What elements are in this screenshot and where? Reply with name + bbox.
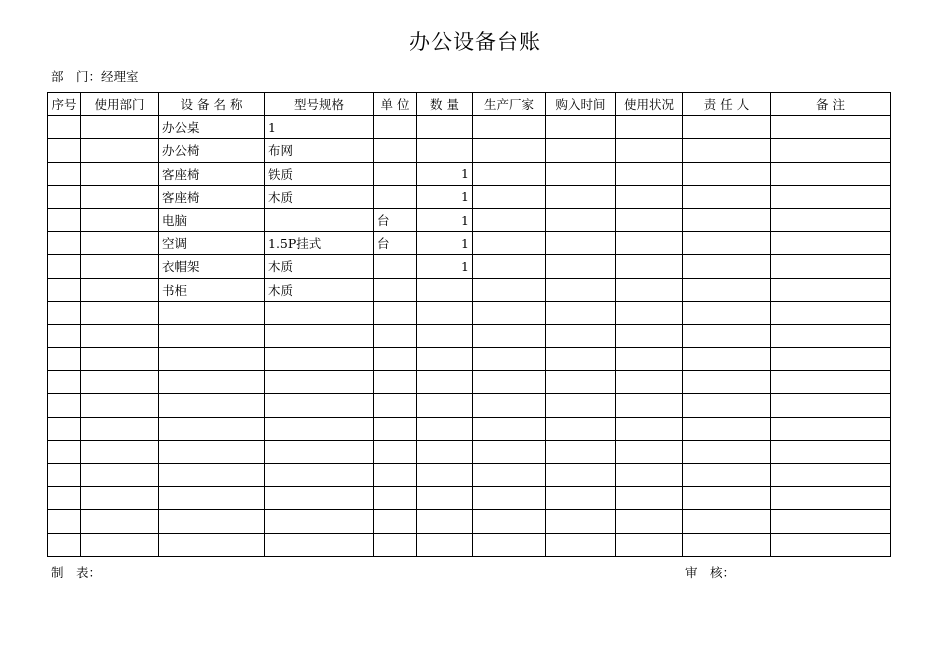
cell-purchase-date[interactable] <box>546 162 616 185</box>
cell-unit[interactable] <box>374 417 417 440</box>
cell-unit[interactable] <box>374 185 417 208</box>
cell-remarks[interactable] <box>771 348 891 371</box>
table-row <box>48 440 891 463</box>
cell-department[interactable] <box>81 371 159 394</box>
cell-unit[interactable] <box>374 162 417 185</box>
cell-department[interactable] <box>81 487 159 510</box>
cell-purchase-date[interactable] <box>546 440 616 463</box>
cell-purchase-date[interactable] <box>546 487 616 510</box>
cell-manufacturer[interactable] <box>473 371 546 394</box>
cell-equipment-name[interactable]: 办公椅 <box>159 139 265 162</box>
cell-purchase-date[interactable] <box>546 208 616 231</box>
cell-quantity[interactable] <box>417 139 473 162</box>
cell-department[interactable] <box>81 162 159 185</box>
page-title: 办公设备台账 <box>409 30 541 54</box>
cell-model-spec[interactable] <box>265 371 374 394</box>
cell-equipment-name[interactable] <box>159 533 265 556</box>
cell-manufacturer[interactable] <box>473 185 546 208</box>
cell-model-spec[interactable] <box>265 510 374 533</box>
cell-usage-status[interactable] <box>616 464 683 487</box>
cell-unit[interactable] <box>374 533 417 556</box>
cell-purchase-date[interactable] <box>546 324 616 347</box>
cell-seq[interactable] <box>48 116 81 139</box>
cell-remarks[interactable] <box>771 417 891 440</box>
cell-manufacturer[interactable] <box>473 139 546 162</box>
cell-purchase-date[interactable] <box>546 255 616 278</box>
cell-seq[interactable] <box>48 371 81 394</box>
cell-seq[interactable] <box>48 348 81 371</box>
cell-seq[interactable] <box>48 139 81 162</box>
cell-quantity[interactable]: 1 <box>417 162 473 185</box>
cell-quantity[interactable] <box>417 394 473 417</box>
cell-model-spec[interactable]: 木质 <box>265 255 374 278</box>
cell-purchase-date[interactable] <box>546 348 616 371</box>
header-model-spec: 型号规格 <box>265 93 374 116</box>
table-row <box>48 510 891 533</box>
cell-unit[interactable] <box>374 255 417 278</box>
cell-remarks[interactable] <box>771 208 891 231</box>
cell-equipment-name[interactable] <box>159 510 265 533</box>
cell-purchase-date[interactable] <box>546 371 616 394</box>
cell-model-spec[interactable] <box>265 301 374 324</box>
cell-responsible-person[interactable] <box>683 324 771 347</box>
cell-equipment-name[interactable] <box>159 487 265 510</box>
cell-usage-status[interactable] <box>616 417 683 440</box>
cell-equipment-name[interactable] <box>159 301 265 324</box>
cell-model-spec[interactable] <box>265 417 374 440</box>
cell-equipment-name[interactable]: 衣帽架 <box>159 255 265 278</box>
cell-equipment-name[interactable]: 电脑 <box>159 208 265 231</box>
cell-remarks[interactable] <box>771 232 891 255</box>
cell-unit[interactable] <box>374 464 417 487</box>
cell-manufacturer[interactable] <box>473 440 546 463</box>
cell-unit[interactable] <box>374 487 417 510</box>
cell-department[interactable] <box>81 185 159 208</box>
cell-department[interactable] <box>81 440 159 463</box>
cell-manufacturer[interactable] <box>473 116 546 139</box>
cell-remarks[interactable] <box>771 464 891 487</box>
header-purchase-date: 购入时间 <box>546 93 616 116</box>
cell-quantity[interactable] <box>417 440 473 463</box>
cell-model-spec[interactable]: 1.5P挂式 <box>265 232 374 255</box>
cell-unit[interactable] <box>374 324 417 347</box>
cell-quantity[interactable] <box>417 324 473 347</box>
cell-responsible-person[interactable] <box>683 440 771 463</box>
cell-model-spec[interactable]: 铁质 <box>265 162 374 185</box>
cell-responsible-person[interactable] <box>683 371 771 394</box>
cell-unit[interactable] <box>374 510 417 533</box>
equipment-ledger-table <box>47 92 891 557</box>
cell-manufacturer[interactable] <box>473 348 546 371</box>
cell-seq[interactable] <box>48 185 81 208</box>
cell-manufacturer[interactable] <box>473 464 546 487</box>
cell-usage-status[interactable] <box>616 278 683 301</box>
cell-responsible-person[interactable] <box>683 417 771 440</box>
header-usage-status: 使用状况 <box>616 93 683 116</box>
table-row <box>48 348 891 371</box>
cell-usage-status[interactable] <box>616 324 683 347</box>
cell-responsible-person[interactable] <box>683 278 771 301</box>
cell-department[interactable] <box>81 533 159 556</box>
cell-purchase-date[interactable] <box>546 278 616 301</box>
cell-usage-status[interactable] <box>616 510 683 533</box>
cell-responsible-person[interactable] <box>683 348 771 371</box>
cell-purchase-date[interactable] <box>546 139 616 162</box>
cell-model-spec[interactable] <box>265 394 374 417</box>
cell-purchase-date[interactable] <box>546 533 616 556</box>
cell-remarks[interactable] <box>771 440 891 463</box>
cell-model-spec[interactable]: 布网 <box>265 139 374 162</box>
cell-usage-status[interactable] <box>616 301 683 324</box>
cell-unit[interactable] <box>374 440 417 463</box>
cell-quantity[interactable] <box>417 371 473 394</box>
cell-purchase-date[interactable] <box>546 394 616 417</box>
cell-equipment-name[interactable] <box>159 440 265 463</box>
table-row <box>48 208 891 231</box>
cell-quantity[interactable] <box>417 348 473 371</box>
cell-remarks[interactable] <box>771 371 891 394</box>
cell-responsible-person[interactable] <box>683 139 771 162</box>
cell-seq[interactable] <box>48 162 81 185</box>
cell-model-spec[interactable] <box>265 533 374 556</box>
cell-department[interactable] <box>81 394 159 417</box>
table-row <box>48 371 891 394</box>
cell-manufacturer[interactable] <box>473 232 546 255</box>
cell-remarks[interactable] <box>771 394 891 417</box>
cell-model-spec[interactable] <box>265 440 374 463</box>
cell-manufacturer[interactable] <box>473 162 546 185</box>
cell-equipment-name[interactable]: 空调 <box>159 232 265 255</box>
cell-usage-status[interactable] <box>616 185 683 208</box>
cell-responsible-person[interactable] <box>683 533 771 556</box>
reviewed-by-label: 审 核： <box>685 565 736 580</box>
cell-equipment-name[interactable] <box>159 324 265 347</box>
cell-seq[interactable] <box>48 232 81 255</box>
cell-manufacturer[interactable] <box>473 394 546 417</box>
cell-usage-status[interactable] <box>616 208 683 231</box>
cell-model-spec[interactable]: 1 <box>265 116 374 139</box>
table-row <box>48 232 891 255</box>
cell-model-spec[interactable] <box>265 348 374 371</box>
cell-remarks[interactable] <box>771 139 891 162</box>
cell-unit[interactable] <box>374 116 417 139</box>
cell-responsible-person[interactable] <box>683 185 771 208</box>
table-row <box>48 464 891 487</box>
cell-quantity[interactable] <box>417 116 473 139</box>
cell-quantity[interactable] <box>417 464 473 487</box>
cell-manufacturer[interactable] <box>473 278 546 301</box>
cell-unit[interactable]: 台 <box>374 232 417 255</box>
table-row <box>48 324 891 347</box>
cell-unit[interactable] <box>374 301 417 324</box>
cell-unit[interactable] <box>374 394 417 417</box>
cell-usage-status[interactable] <box>616 371 683 394</box>
cell-purchase-date[interactable] <box>546 301 616 324</box>
cell-purchase-date[interactable] <box>546 510 616 533</box>
cell-unit[interactable]: 台 <box>374 208 417 231</box>
cell-responsible-person[interactable] <box>683 487 771 510</box>
header-remarks: 备 注 <box>771 93 891 116</box>
cell-usage-status[interactable] <box>616 440 683 463</box>
cell-remarks[interactable] <box>771 162 891 185</box>
cell-department[interactable] <box>81 464 159 487</box>
cell-equipment-name[interactable] <box>159 417 265 440</box>
cell-manufacturer[interactable] <box>473 208 546 231</box>
cell-model-spec[interactable] <box>265 324 374 347</box>
cell-seq[interactable] <box>48 533 81 556</box>
header-seq: 序号 <box>48 93 81 116</box>
table-row <box>48 487 891 510</box>
header-unit: 单 位 <box>374 93 417 116</box>
cell-quantity[interactable]: 1 <box>417 208 473 231</box>
cell-seq[interactable] <box>48 208 81 231</box>
table-row <box>48 533 891 556</box>
cell-seq[interactable] <box>48 255 81 278</box>
table-row <box>48 139 891 162</box>
cell-seq[interactable] <box>48 510 81 533</box>
cell-equipment-name[interactable] <box>159 464 265 487</box>
cell-department[interactable] <box>81 208 159 231</box>
cell-seq[interactable] <box>48 301 81 324</box>
cell-remarks[interactable] <box>771 487 891 510</box>
header-department: 使用部门 <box>81 93 159 116</box>
cell-equipment-name[interactable]: 书柜 <box>159 278 265 301</box>
department-label: 部 门：经理室 <box>51 69 139 84</box>
cell-usage-status[interactable] <box>616 162 683 185</box>
cell-model-spec[interactable]: 木质 <box>265 185 374 208</box>
cell-manufacturer[interactable] <box>473 487 546 510</box>
cell-remarks[interactable] <box>771 116 891 139</box>
cell-responsible-person[interactable] <box>683 116 771 139</box>
cell-remarks[interactable] <box>771 301 891 324</box>
cell-unit[interactable] <box>374 371 417 394</box>
cell-usage-status[interactable] <box>616 139 683 162</box>
cell-quantity[interactable] <box>417 278 473 301</box>
cell-department[interactable] <box>81 348 159 371</box>
cell-purchase-date[interactable] <box>546 417 616 440</box>
cell-seq[interactable] <box>48 324 81 347</box>
cell-remarks[interactable] <box>771 278 891 301</box>
table-row <box>48 185 891 208</box>
cell-department[interactable] <box>81 116 159 139</box>
cell-remarks[interactable] <box>771 510 891 533</box>
cell-department[interactable] <box>81 232 159 255</box>
cell-quantity[interactable] <box>417 417 473 440</box>
cell-seq[interactable] <box>48 278 81 301</box>
cell-department[interactable] <box>81 139 159 162</box>
cell-equipment-name[interactable] <box>159 394 265 417</box>
cell-responsible-person[interactable] <box>683 394 771 417</box>
table-row <box>48 116 891 139</box>
cell-responsible-person[interactable] <box>683 510 771 533</box>
cell-department[interactable] <box>81 510 159 533</box>
cell-responsible-person[interactable] <box>683 255 771 278</box>
cell-unit[interactable] <box>374 139 417 162</box>
cell-remarks[interactable] <box>771 185 891 208</box>
cell-quantity[interactable]: 1 <box>417 232 473 255</box>
cell-purchase-date[interactable] <box>546 116 616 139</box>
cell-usage-status[interactable] <box>616 232 683 255</box>
cell-responsible-person[interactable] <box>683 208 771 231</box>
cell-manufacturer[interactable] <box>473 510 546 533</box>
cell-quantity[interactable] <box>417 301 473 324</box>
cell-remarks[interactable] <box>771 533 891 556</box>
cell-model-spec[interactable] <box>265 208 374 231</box>
table-row <box>48 394 891 417</box>
header-responsible-person: 责 任 人 <box>683 93 771 116</box>
cell-department[interactable] <box>81 417 159 440</box>
cell-department[interactable] <box>81 278 159 301</box>
header-manufacturer: 生产厂家 <box>473 93 546 116</box>
cell-seq[interactable] <box>48 417 81 440</box>
cell-department[interactable] <box>81 301 159 324</box>
cell-quantity[interactable] <box>417 533 473 556</box>
cell-remarks[interactable] <box>771 324 891 347</box>
cell-manufacturer[interactable] <box>473 417 546 440</box>
cell-seq[interactable] <box>48 440 81 463</box>
cell-responsible-person[interactable] <box>683 162 771 185</box>
cell-department[interactable] <box>81 255 159 278</box>
cell-purchase-date[interactable] <box>546 464 616 487</box>
cell-quantity[interactable] <box>417 510 473 533</box>
cell-equipment-name[interactable]: 办公桌 <box>159 116 265 139</box>
prepared-by-label: 制 表： <box>51 565 102 580</box>
header-equipment-name: 设 备 名 称 <box>159 93 265 116</box>
cell-usage-status[interactable] <box>616 348 683 371</box>
cell-quantity[interactable] <box>417 487 473 510</box>
cell-usage-status[interactable] <box>616 487 683 510</box>
cell-manufacturer[interactable] <box>473 533 546 556</box>
cell-department[interactable] <box>81 324 159 347</box>
cell-equipment-name[interactable]: 客座椅 <box>159 185 265 208</box>
cell-seq[interactable] <box>48 487 81 510</box>
table-row <box>48 301 891 324</box>
cell-equipment-name[interactable] <box>159 348 265 371</box>
cell-model-spec[interactable] <box>265 464 374 487</box>
cell-quantity[interactable]: 1 <box>417 255 473 278</box>
table-row <box>48 162 891 185</box>
cell-model-spec[interactable]: 木质 <box>265 278 374 301</box>
cell-responsible-person[interactable] <box>683 464 771 487</box>
cell-quantity[interactable]: 1 <box>417 185 473 208</box>
cell-manufacturer[interactable] <box>473 255 546 278</box>
cell-responsible-person[interactable] <box>683 232 771 255</box>
cell-seq[interactable] <box>48 464 81 487</box>
cell-responsible-person[interactable] <box>683 301 771 324</box>
cell-usage-status[interactable] <box>616 533 683 556</box>
table-row <box>48 278 891 301</box>
cell-model-spec[interactable] <box>265 487 374 510</box>
cell-seq[interactable] <box>48 394 81 417</box>
table-row <box>48 255 891 278</box>
cell-equipment-name[interactable]: 客座椅 <box>159 162 265 185</box>
cell-unit[interactable] <box>374 278 417 301</box>
cell-usage-status[interactable] <box>616 116 683 139</box>
cell-manufacturer[interactable] <box>473 301 546 324</box>
table-row <box>48 417 891 440</box>
cell-unit[interactable] <box>374 348 417 371</box>
cell-manufacturer[interactable] <box>473 324 546 347</box>
cell-purchase-date[interactable] <box>546 232 616 255</box>
cell-usage-status[interactable] <box>616 394 683 417</box>
cell-purchase-date[interactable] <box>546 185 616 208</box>
header-quantity: 数 量 <box>417 93 473 116</box>
cell-equipment-name[interactable] <box>159 371 265 394</box>
cell-remarks[interactable] <box>771 255 891 278</box>
cell-usage-status[interactable] <box>616 255 683 278</box>
table-header-row <box>48 93 891 116</box>
